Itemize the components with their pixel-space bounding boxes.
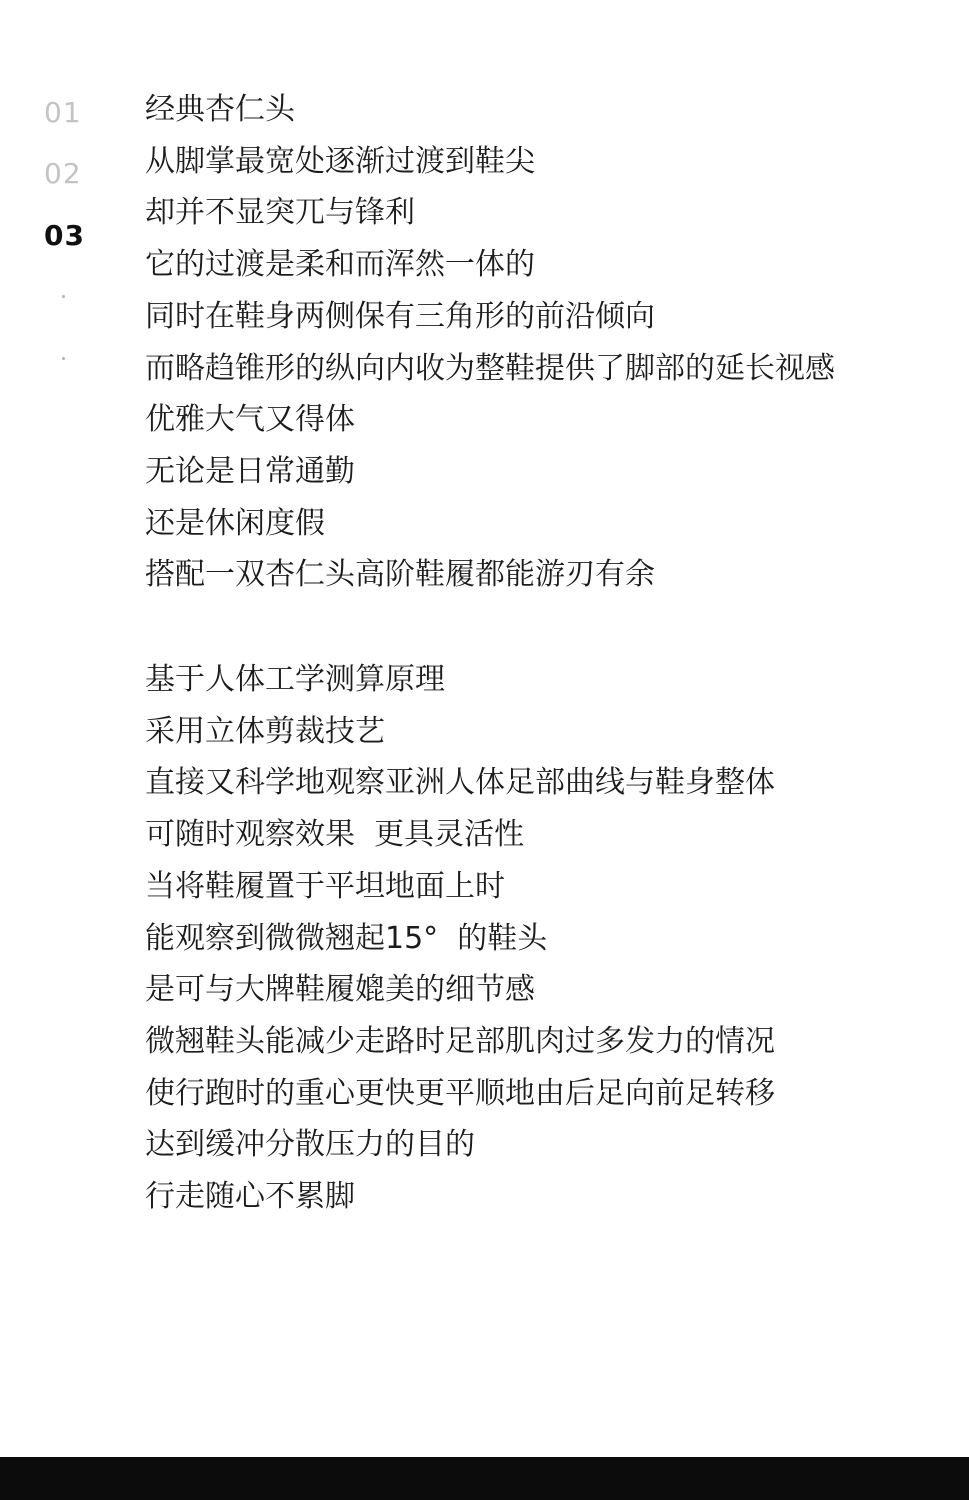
paragraph-ergonomics [145, 654, 945, 1223]
text-line: 经典杏仁头 [145, 92, 295, 127]
text-line: 还是休闲度假 [145, 505, 325, 541]
nav-dot-icon [62, 295, 65, 298]
text-line: 达到缓冲分散压力的目的 [145, 1127, 475, 1163]
nav-item-03-active[interactable]: 03 [44, 219, 85, 252]
text-line: 能观察到微微翘起15° 的鞋头 [145, 920, 548, 956]
text-line: 而略趋锥形的纵向内收为整鞋提供了脚部的延长视感 [145, 350, 835, 386]
text-line: 却并不显突兀与锋利 [145, 195, 415, 231]
paragraph-almond-toe [145, 84, 945, 601]
text-line: 行走随心不累脚 [145, 1179, 355, 1215]
text-line: 可随时观察效果 更具灵活性 [145, 817, 525, 853]
text-line: 优雅大气又得体 [145, 402, 355, 438]
text-line: 微翘鞋头能减少走路时足部肌肉过多发力的情况 [145, 1023, 775, 1059]
nav-item-01[interactable]: 01 [44, 96, 82, 129]
text-line: 同时在鞋身两侧保有三角形的前沿倾向 [145, 298, 655, 334]
text-line: 直接又科学地观察亚洲人体足部曲线与鞋身整体 [145, 765, 775, 801]
text-line: 使行跑时的重心更快更平顺地由后足向前足转移 [145, 1075, 775, 1111]
text-line: 它的过渡是柔和而浑然一体的 [145, 247, 535, 283]
text-line: 当将鞋履置于平坦地面上时 [145, 868, 505, 904]
text-line: 搭配一双杏仁头高阶鞋履都能游刃有余 [145, 557, 655, 593]
text-line: 基于人体工学测算原理 [145, 662, 445, 697]
nav-dot-icon [62, 357, 65, 360]
text-line: 无论是日常通勤 [145, 453, 355, 489]
text-line: 采用立体剪裁技艺 [145, 713, 385, 749]
nav-item-02[interactable]: 02 [44, 157, 82, 190]
text-line: 从脚掌最宽处逐渐过渡到鞋尖 [145, 143, 535, 179]
footer-dark-bar [0, 1457, 969, 1500]
text-line: 是可与大牌鞋履媲美的细节感 [145, 972, 535, 1008]
